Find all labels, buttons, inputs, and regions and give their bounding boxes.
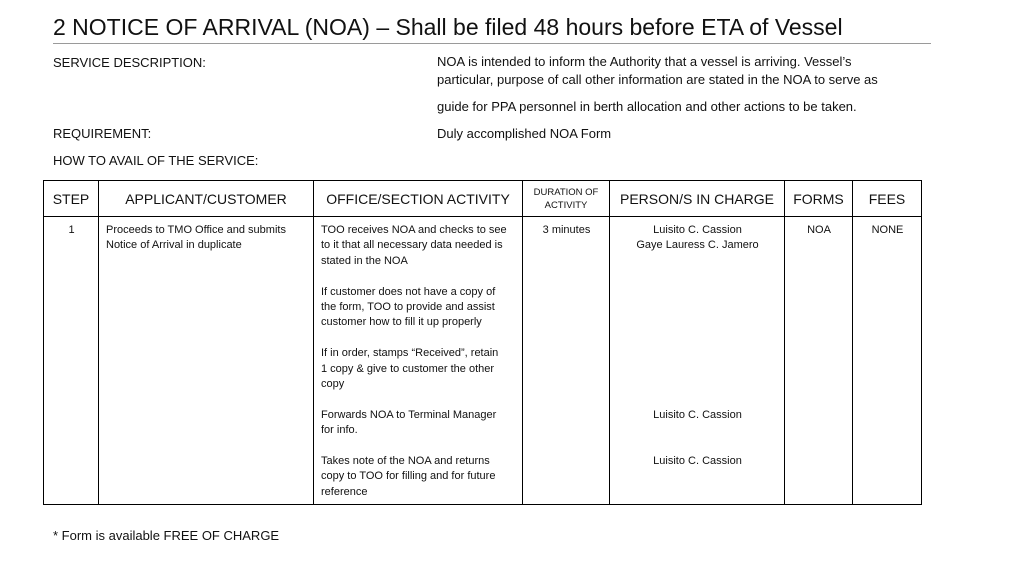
cell-forms: NOA xyxy=(785,217,853,505)
person-name: Luisito C. Cassion xyxy=(653,224,742,236)
cell-applicant xyxy=(99,217,314,505)
activity-line: reference xyxy=(321,485,368,498)
activity-line: Forwards NOA to Terminal Manager xyxy=(321,408,497,421)
applicant-line-2: Notice of Arrival in duplicate xyxy=(106,239,242,252)
header-duration-line-1: DURATION OF xyxy=(533,186,599,198)
person-name: Luisito C. Cassion xyxy=(653,408,742,421)
activity-line: customer how to fill it up properly xyxy=(321,316,482,329)
cell-office-activity xyxy=(314,217,523,505)
header-step: STEP xyxy=(44,181,99,217)
activity-line: the form, TOO to provide and assist xyxy=(321,301,495,314)
activity-line: If in order, stamps “Received”, retain xyxy=(321,347,499,360)
service-description-line-1: NOA is intended to inform the Authority that a vessel is arriving. Vessel’s xyxy=(437,54,852,69)
activity-line: for info. xyxy=(321,424,358,437)
activity-line: copy xyxy=(321,378,345,391)
procedure-table xyxy=(43,180,922,505)
activity-take-note xyxy=(321,454,516,500)
activity-receive-noa xyxy=(321,223,516,269)
how-to-avail-label: HOW TO AVAIL OF THE SERVICE: xyxy=(53,153,259,168)
table-row xyxy=(44,217,922,505)
applicant-line-1: Proceeds to TMO Office and submits xyxy=(106,224,286,236)
activity-line: If customer does not have a copy of xyxy=(321,285,496,298)
activity-line: copy to TOO for filling and for future xyxy=(321,470,496,483)
service-description-label: SERVICE DESCRIPTION: xyxy=(53,55,206,70)
person-name: Gaye Lauress C. Jamero xyxy=(636,239,759,252)
person-name: Luisito C. Cassion xyxy=(653,455,742,468)
activity-provide-form xyxy=(321,285,516,331)
activity-stamp-received xyxy=(321,346,516,392)
cell-persons-in-charge xyxy=(610,217,785,505)
activity-forward-noa xyxy=(321,408,516,439)
cell-fees: NONE xyxy=(853,217,922,505)
page-title: 2 NOTICE OF ARRIVAL (NOA) – Shall be filed 48 hours before ETA of Vessel xyxy=(53,14,843,40)
activity-line: Takes note of the NOA and returns xyxy=(321,455,490,468)
header-fees: FEES xyxy=(853,181,922,217)
header-duration-line-2: ACTIVITY xyxy=(544,199,588,211)
activity-line: stated in the NOA xyxy=(321,254,408,267)
header-persons-in-charge: PERSON/S IN CHARGE xyxy=(610,181,785,217)
requirement-label: REQUIREMENT: xyxy=(53,126,152,141)
activity-line: 1 copy & give to customer the other xyxy=(321,362,495,375)
service-description-line-2: particular, purpose of call other information are stated in the NOA to serve as xyxy=(437,72,878,87)
header-applicant-customer: APPLICANT/CUSTOMER xyxy=(99,181,314,217)
header-office-section-activity: OFFICE/SECTION ACTIVITY xyxy=(314,181,523,217)
title-divider xyxy=(53,43,931,44)
header-duration-of-activity xyxy=(523,181,610,217)
table-header-row xyxy=(44,181,922,217)
service-description-line-3: guide for PPA personnel in berth allocation and other actions to be taken. xyxy=(437,99,857,114)
footnote: * Form is available FREE OF CHARGE xyxy=(53,528,280,543)
cell-step: 1 xyxy=(44,217,99,505)
header-forms: FORMS xyxy=(785,181,853,217)
activity-line: TOO receives NOA and checks to see xyxy=(321,224,507,236)
cell-duration: 3 minutes xyxy=(523,217,610,505)
activity-line: to it that all necessary data needed is xyxy=(321,239,503,252)
requirement-value: Duly accomplished NOA Form xyxy=(437,126,612,141)
